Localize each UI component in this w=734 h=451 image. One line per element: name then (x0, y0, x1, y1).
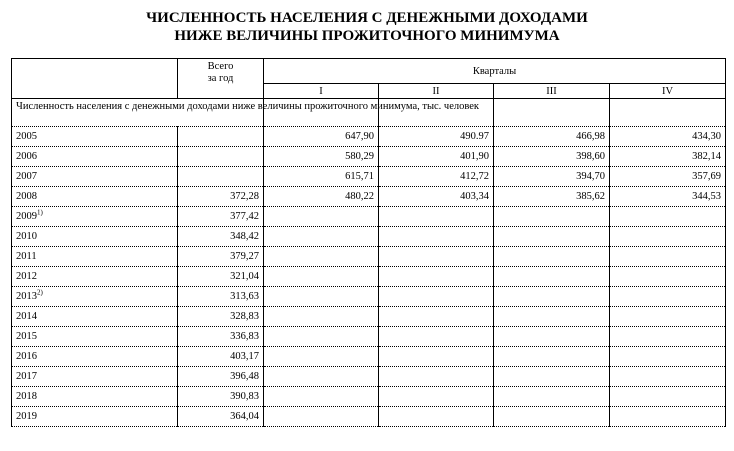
total-cell: 336,83 (178, 327, 264, 347)
population-table (11, 58, 726, 427)
q3-cell: 466,98 (494, 127, 610, 147)
q1-cell: 480,22 (264, 187, 379, 207)
q3-cell (494, 287, 610, 307)
table-row (12, 227, 726, 247)
q2-cell (379, 367, 494, 387)
q1-cell (264, 227, 379, 247)
header-quarter-3: III (494, 84, 610, 99)
year-label: 2007 (16, 171, 37, 182)
year-cell (12, 207, 178, 227)
header-total-line-2: за год (207, 73, 234, 84)
q1-cell (264, 267, 379, 287)
q3-cell (494, 247, 610, 267)
q3-cell (494, 367, 610, 387)
table-row (12, 167, 726, 187)
q1-cell: 647,90 (264, 127, 379, 147)
q1-cell: 580,29 (264, 147, 379, 167)
q4-cell: 357,69 (610, 167, 726, 187)
year-label: 2016 (16, 351, 37, 362)
q4-cell (610, 227, 726, 247)
q3-cell: 394,70 (494, 167, 610, 187)
table-row (12, 407, 726, 427)
q2-cell (379, 287, 494, 307)
q3-cell: 385,62 (494, 187, 610, 207)
year-cell (12, 267, 178, 287)
year-label: 2014 (16, 311, 37, 322)
year-label: 2011 (16, 251, 37, 262)
q2-cell (379, 387, 494, 407)
q3-cell: 398,60 (494, 147, 610, 167)
total-cell (178, 147, 264, 167)
section-label: Численность населения с денежными доходами ниже величины прожиточного минимума, тыс. человек (12, 99, 264, 127)
year-cell (12, 287, 178, 307)
q1-cell (264, 207, 379, 227)
table-row (12, 147, 726, 167)
year-cell (12, 127, 178, 147)
total-cell: 377,42 (178, 207, 264, 227)
q2-cell (379, 207, 494, 227)
year-cell (12, 307, 178, 327)
footnote-mark: 2) (37, 288, 43, 297)
page-title (0, 9, 734, 45)
header-quarter-1: I (264, 84, 379, 99)
year-label: 2008 (16, 191, 37, 202)
q4-cell: 344,53 (610, 187, 726, 207)
total-cell: 348,42 (178, 227, 264, 247)
q2-cell: 401,90 (379, 147, 494, 167)
q2-cell (379, 307, 494, 327)
q3-cell (494, 207, 610, 227)
year-cell (12, 147, 178, 167)
header-total-line-1: Всего (207, 61, 234, 72)
year-label: 2009 (16, 211, 37, 222)
total-cell: 313,63 (178, 287, 264, 307)
q4-cell (610, 267, 726, 287)
q2-cell (379, 407, 494, 427)
title-line-1: ЧИСЛЕННОСТЬ НАСЕЛЕНИЯ С ДЕНЕЖНЫМИ ДОХОДАМИ (146, 10, 588, 26)
q3-cell (494, 407, 610, 427)
q4-cell (610, 367, 726, 387)
q3-cell (494, 327, 610, 347)
header-empty-cell (12, 59, 178, 99)
table-row (12, 307, 726, 327)
total-cell: 379,27 (178, 247, 264, 267)
q2-cell (379, 267, 494, 287)
table-row (12, 367, 726, 387)
year-cell (12, 347, 178, 367)
total-cell: 364,04 (178, 407, 264, 427)
section-empty-cell (610, 99, 726, 127)
q4-cell (610, 287, 726, 307)
q4-cell (610, 407, 726, 427)
q4-cell (610, 207, 726, 227)
year-label: 2013 (16, 291, 37, 302)
year-label: 2005 (16, 131, 37, 142)
table-row (12, 187, 726, 207)
table-row (12, 247, 726, 267)
q4-cell: 382,14 (610, 147, 726, 167)
year-label: 2012 (16, 271, 37, 282)
total-cell: 390,83 (178, 387, 264, 407)
total-cell: 321,04 (178, 267, 264, 287)
q1-cell (264, 347, 379, 367)
q3-cell (494, 227, 610, 247)
q3-cell (494, 347, 610, 367)
year-cell (12, 247, 178, 267)
q1-cell (264, 367, 379, 387)
year-cell (12, 187, 178, 207)
q4-cell (610, 307, 726, 327)
table-row (12, 267, 726, 287)
q2-cell: 490.97 (379, 127, 494, 147)
year-cell (12, 327, 178, 347)
table-row (12, 207, 726, 227)
q3-cell (494, 307, 610, 327)
year-cell (12, 167, 178, 187)
q3-cell (494, 387, 610, 407)
year-label: 2006 (16, 151, 37, 162)
table-row (12, 127, 726, 147)
year-cell (12, 387, 178, 407)
table-row (12, 347, 726, 367)
year-label: 2015 (16, 331, 37, 342)
q1-cell (264, 287, 379, 307)
year-label: 2010 (16, 231, 37, 242)
q4-cell (610, 327, 726, 347)
table-row (12, 387, 726, 407)
year-label: 2018 (16, 391, 37, 402)
q2-cell (379, 247, 494, 267)
total-cell (178, 127, 264, 147)
q1-cell: 615,71 (264, 167, 379, 187)
year-cell (12, 367, 178, 387)
header-quarter-2: II (379, 84, 494, 99)
total-cell: 328,83 (178, 307, 264, 327)
q1-cell (264, 327, 379, 347)
total-cell (178, 167, 264, 187)
q2-cell (379, 227, 494, 247)
q4-cell (610, 247, 726, 267)
q4-cell (610, 347, 726, 367)
footnote-mark: 1) (37, 208, 43, 217)
q4-cell (610, 387, 726, 407)
q2-cell: 412,72 (379, 167, 494, 187)
q2-cell (379, 347, 494, 367)
q3-cell (494, 267, 610, 287)
q1-cell (264, 307, 379, 327)
year-label: 2019 (16, 411, 37, 422)
total-cell: 403,17 (178, 347, 264, 367)
total-cell: 396,48 (178, 367, 264, 387)
table-row (12, 287, 726, 307)
q1-cell (264, 247, 379, 267)
q1-cell (264, 387, 379, 407)
year-cell (12, 407, 178, 427)
q4-cell: 434,30 (610, 127, 726, 147)
table-row (12, 327, 726, 347)
title-line-2: НИЖЕ ВЕЛИЧИНЫ ПРОЖИТОЧНОГО МИНИМУМА (174, 28, 560, 44)
year-label: 2017 (16, 371, 37, 382)
header-total (178, 59, 264, 99)
year-cell (12, 227, 178, 247)
q1-cell (264, 407, 379, 427)
total-cell: 372,28 (178, 187, 264, 207)
section-empty-cell (494, 99, 610, 127)
q2-cell (379, 327, 494, 347)
header-quarter-4: IV (610, 84, 726, 99)
header-quarters: Кварталы (264, 59, 726, 84)
q2-cell: 403,34 (379, 187, 494, 207)
